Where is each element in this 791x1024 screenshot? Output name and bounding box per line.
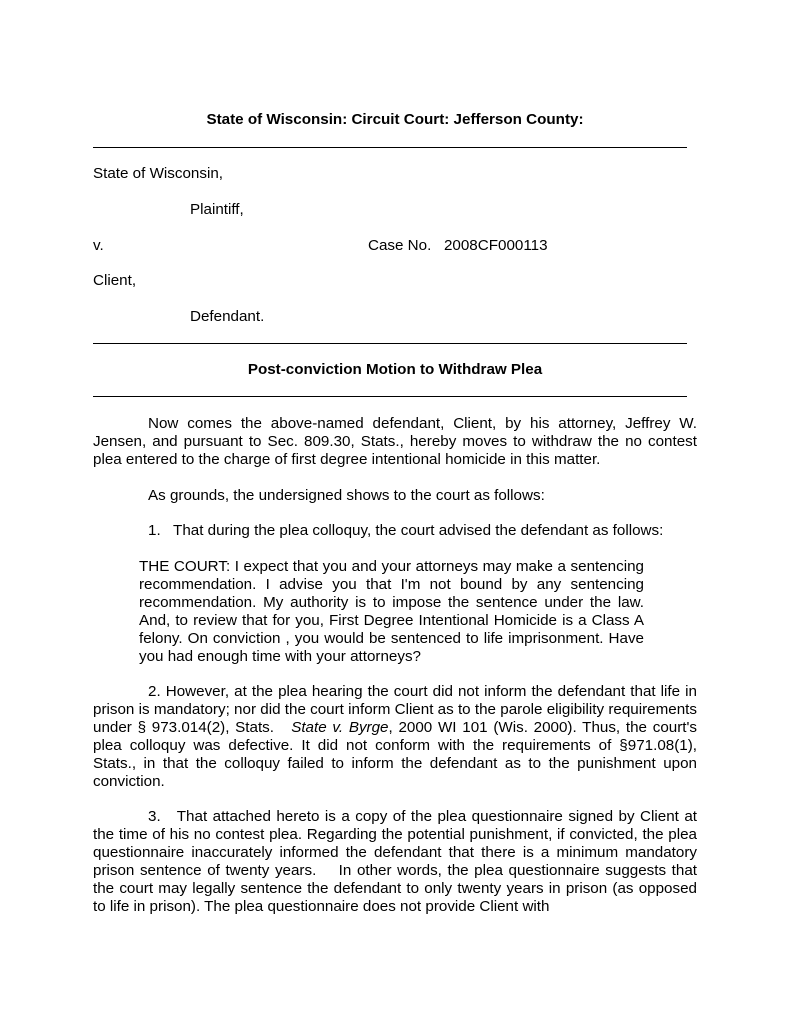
item-3: 3. That attached hereto is a copy of the plea questionnaire signed by Client at the time of his no contest plea. Regarding the potential punishment, if convicted, the plea questionnaire inaccurately informed the defendant that there is a minimum mandatory prison sentence of twenty years. In other words, the plea questionnaire suggests that the court may legally sentence the defendant to only twenty years in prison (as opposed to life in prison). The plea questionnaire does not provide Client with — [93, 808, 702, 915]
grounds-intro: As grounds, the undersigned shows to the court as follows: — [148, 487, 545, 504]
plaintiff-name: State of Wisconsin, — [93, 165, 223, 182]
court-heading: State of Wisconsin: Circuit Court: Jefferson County: — [206, 111, 584, 128]
case-citation: State v. Byrge — [291, 719, 389, 736]
defendant-role: Defendant. — [190, 308, 265, 325]
intro-paragraph: Now comes the above-named defendant, Client, by his attorney, Jeffrey W. Jensen, and pursuant to Sec. 809.30, Stats., hereby moves to withdraw the no contest plea entered to the charge of first degree intentional homicide in this matter. — [93, 415, 697, 468]
plaintiff-role: Plaintiff, — [190, 201, 244, 218]
item-1: 1. That during the plea colloquy, the court advised the defendant as follows: — [148, 522, 664, 539]
case-number: Case No. 2008CF000113 — [368, 237, 548, 254]
title-bottom-rule — [93, 396, 687, 397]
caption-bottom-rule — [93, 343, 687, 344]
defendant-name: Client, — [93, 272, 137, 289]
caption-top-rule — [93, 147, 687, 148]
item-2-text-end: , 2000 WI 101 (Wis. 2000). Thus, the court's plea colloquy was defective. It did not conform with the requirements of §971.08(1), Stats., in that the colloquy failed to inform the defendant as to the punishment upon conviction. — [93, 719, 702, 790]
item-2-text-start: 2. However, at the plea hearing the court did not inform the defendant that life in prison is mandatory; nor did the court inform Client as to the parole eligibility requirements under § 973.014(2), Stats. — [93, 683, 702, 736]
motion-title: Post-conviction Motion to Withdraw Plea — [247, 361, 543, 378]
item-2 — [93, 683, 702, 791]
court-quote: THE COURT: I expect that you and your attorneys may make a sentencing recommendation. I advise you that I'm not bound by any sentencing recommendation. My authority is to impose the sentence under the law. And, to review that for you, First Degree Intentional Homicide is a Class A felony. On conviction , you would be sentenced to life imprisonment. Have you had enough time with your attorneys? — [139, 558, 644, 665]
versus-label: v. — [93, 237, 104, 254]
